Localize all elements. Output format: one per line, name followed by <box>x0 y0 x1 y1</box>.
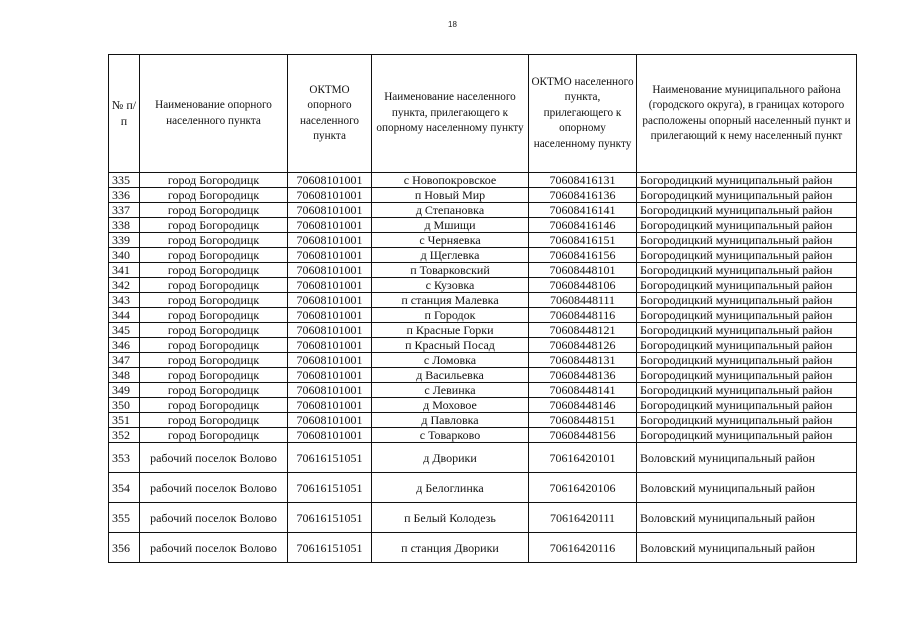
municipal-district-cell: Богородицкий муниципальный район <box>637 233 857 248</box>
header-number <box>109 55 140 173</box>
table-row <box>109 413 857 428</box>
header-core-oktmo-label: ОКТМО опорного населенного пункта <box>299 83 360 142</box>
core-settlement-cell: рабочий поселок Волово <box>140 473 288 503</box>
core-oktmo-cell: 70608101001 <box>288 263 372 278</box>
adjacent-oktmo-cell: 70616420116 <box>529 533 637 563</box>
page-number: 18 <box>448 20 457 29</box>
core-oktmo-cell: 70608101001 <box>288 398 372 413</box>
row-number-cell: 337 <box>109 203 140 218</box>
municipal-district-cell: Богородицкий муниципальный район <box>637 263 857 278</box>
table-row <box>109 503 857 533</box>
table-row <box>109 263 857 278</box>
header-adjacent-oktmo-label: ОКТМО населенного пункта, прилегающего к опорному населенному пункту <box>531 75 634 150</box>
municipal-district-cell: Богородицкий муниципальный район <box>637 323 857 338</box>
adjacent-oktmo-cell: 70608448131 <box>529 353 637 368</box>
core-oktmo-cell: 70608101001 <box>288 218 372 233</box>
core-oktmo-cell: 70608101001 <box>288 233 372 248</box>
core-oktmo-cell: 70608101001 <box>288 188 372 203</box>
adjacent-settlement-cell: с Ломовка <box>372 353 529 368</box>
municipal-district-cell: Богородицкий муниципальный район <box>637 173 857 188</box>
header-core-settlement-label: Наименование опорного населенного пункта <box>155 99 272 127</box>
row-number-cell: 350 <box>109 398 140 413</box>
adjacent-oktmo-cell: 70608448146 <box>529 398 637 413</box>
core-settlement-cell: город Богородицк <box>140 383 288 398</box>
adjacent-oktmo-cell: 70616420111 <box>529 503 637 533</box>
municipal-district-cell: Воловский муниципальный район <box>637 443 857 473</box>
adjacent-settlement-cell: д Белоглинка <box>372 473 529 503</box>
table-row <box>109 398 857 413</box>
row-number-cell: 335 <box>109 173 140 188</box>
adjacent-settlement-cell: п станция Дворики <box>372 533 529 563</box>
adjacent-oktmo-cell: 70608448111 <box>529 293 637 308</box>
core-settlement-cell: город Богородицк <box>140 293 288 308</box>
municipal-district-cell: Богородицкий муниципальный район <box>637 338 857 353</box>
core-settlement-cell: город Богородицк <box>140 278 288 293</box>
core-settlement-cell: город Богородицк <box>140 218 288 233</box>
municipal-district-cell: Богородицкий муниципальный район <box>637 308 857 323</box>
row-number-cell: 344 <box>109 308 140 323</box>
core-settlement-cell: город Богородицк <box>140 188 288 203</box>
adjacent-oktmo-cell: 70616420106 <box>529 473 637 503</box>
adjacent-settlement-cell: п Красный Посад <box>372 338 529 353</box>
row-number-cell: 342 <box>109 278 140 293</box>
row-number-cell: 338 <box>109 218 140 233</box>
adjacent-settlement-cell: д Моховое <box>372 398 529 413</box>
municipal-district-cell: Богородицкий муниципальный район <box>637 353 857 368</box>
header-core-settlement <box>140 55 288 173</box>
core-settlement-cell: город Богородицк <box>140 248 288 263</box>
adjacent-settlement-cell: с Кузовка <box>372 278 529 293</box>
table-row <box>109 188 857 203</box>
core-settlement-cell: город Богородицк <box>140 263 288 278</box>
core-settlement-cell: город Богородицк <box>140 398 288 413</box>
table-row <box>109 248 857 263</box>
core-oktmo-cell: 70608101001 <box>288 308 372 323</box>
municipal-district-cell: Богородицкий муниципальный район <box>637 383 857 398</box>
table-row <box>109 353 857 368</box>
row-number-cell: 343 <box>109 293 140 308</box>
header-adjacent-settlement-label: Наименование населенного пункта, прилегающего к опорному населенному пункту <box>376 91 524 135</box>
core-oktmo-cell: 70608101001 <box>288 338 372 353</box>
table-row <box>109 443 857 473</box>
table-row <box>109 323 857 338</box>
municipal-district-cell: Богородицкий муниципальный район <box>637 293 857 308</box>
adjacent-settlement-cell: с Товарково <box>372 428 529 443</box>
core-oktmo-cell: 70608101001 <box>288 428 372 443</box>
adjacent-oktmo-cell: 70616420101 <box>529 443 637 473</box>
municipal-district-cell: Богородицкий муниципальный район <box>637 248 857 263</box>
adjacent-settlement-cell: п Городок <box>372 308 529 323</box>
core-oktmo-cell: 70608101001 <box>288 173 372 188</box>
table-row <box>109 338 857 353</box>
core-settlement-cell: город Богородицк <box>140 338 288 353</box>
row-number-cell: 339 <box>109 233 140 248</box>
header-adjacent-oktmo <box>529 55 637 173</box>
municipal-district-cell: Богородицкий муниципальный район <box>637 218 857 233</box>
core-oktmo-cell: 70608101001 <box>288 368 372 383</box>
table-row <box>109 173 857 188</box>
adjacent-oktmo-cell: 70608416151 <box>529 233 637 248</box>
row-number-cell: 351 <box>109 413 140 428</box>
table-row <box>109 233 857 248</box>
header-number-label: № п/п <box>111 98 137 128</box>
table-row <box>109 218 857 233</box>
core-oktmo-cell: 70616151051 <box>288 473 372 503</box>
row-number-cell: 349 <box>109 383 140 398</box>
header-municipal-district-label: Наименование муниципального района (городского округа), в границах которого расположены опорный населенный пункт и прилегающий к нему населенный пункт <box>642 83 851 142</box>
core-oktmo-cell: 70616151051 <box>288 503 372 533</box>
core-settlement-cell: город Богородицк <box>140 308 288 323</box>
adjacent-oktmo-cell: 70608448126 <box>529 338 637 353</box>
adjacent-oktmo-cell: 70608448106 <box>529 278 637 293</box>
table-header-row <box>109 55 857 173</box>
adjacent-settlement-cell: д Степановка <box>372 203 529 218</box>
municipal-district-cell: Богородицкий муниципальный район <box>637 203 857 218</box>
municipal-district-cell: Богородицкий муниципальный район <box>637 413 857 428</box>
adjacent-oktmo-cell: 70608448101 <box>529 263 637 278</box>
core-settlement-cell: рабочий поселок Волово <box>140 503 288 533</box>
adjacent-oktmo-cell: 70608416156 <box>529 248 637 263</box>
adjacent-oktmo-cell: 70608448121 <box>529 323 637 338</box>
row-number-cell: 356 <box>109 533 140 563</box>
settlements-table <box>108 54 857 563</box>
municipal-district-cell: Богородицкий муниципальный район <box>637 188 857 203</box>
row-number-cell: 354 <box>109 473 140 503</box>
table-row <box>109 278 857 293</box>
header-core-oktmo <box>288 55 372 173</box>
adjacent-oktmo-cell: 70608448116 <box>529 308 637 323</box>
row-number-cell: 341 <box>109 263 140 278</box>
adjacent-oktmo-cell: 70608448151 <box>529 413 637 428</box>
adjacent-oktmo-cell: 70608448136 <box>529 368 637 383</box>
adjacent-oktmo-cell: 70608416141 <box>529 203 637 218</box>
municipal-district-cell: Богородицкий муниципальный район <box>637 428 857 443</box>
core-settlement-cell: город Богородицк <box>140 428 288 443</box>
adjacent-settlement-cell: п Товарковский <box>372 263 529 278</box>
core-oktmo-cell: 70616151051 <box>288 443 372 473</box>
adjacent-settlement-cell: с Левинка <box>372 383 529 398</box>
row-number-cell: 336 <box>109 188 140 203</box>
row-number-cell: 353 <box>109 443 140 473</box>
adjacent-settlement-cell: с Новопокровское <box>372 173 529 188</box>
row-number-cell: 352 <box>109 428 140 443</box>
municipal-district-cell: Богородицкий муниципальный район <box>637 368 857 383</box>
municipal-district-cell: Воловский муниципальный район <box>637 533 857 563</box>
core-settlement-cell: город Богородицк <box>140 203 288 218</box>
header-adjacent-settlement <box>372 55 529 173</box>
table-row <box>109 533 857 563</box>
core-oktmo-cell: 70608101001 <box>288 293 372 308</box>
adjacent-oktmo-cell: 70608416131 <box>529 173 637 188</box>
header-municipal-district <box>637 55 857 173</box>
table-row <box>109 428 857 443</box>
adjacent-settlement-cell: п Новый Мир <box>372 188 529 203</box>
table-row <box>109 293 857 308</box>
core-settlement-cell: город Богородицк <box>140 353 288 368</box>
adjacent-oktmo-cell: 70608448141 <box>529 383 637 398</box>
municipal-district-cell: Богородицкий муниципальный район <box>637 278 857 293</box>
core-oktmo-cell: 70608101001 <box>288 413 372 428</box>
row-number-cell: 347 <box>109 353 140 368</box>
row-number-cell: 348 <box>109 368 140 383</box>
adjacent-settlement-cell: с Черняевка <box>372 233 529 248</box>
core-oktmo-cell: 70608101001 <box>288 203 372 218</box>
adjacent-settlement-cell: д Мшищи <box>372 218 529 233</box>
core-oktmo-cell: 70608101001 <box>288 323 372 338</box>
row-number-cell: 345 <box>109 323 140 338</box>
table-row <box>109 368 857 383</box>
municipal-district-cell: Воловский муниципальный район <box>637 473 857 503</box>
core-oktmo-cell: 70608101001 <box>288 353 372 368</box>
adjacent-oktmo-cell: 70608416146 <box>529 218 637 233</box>
table-row <box>109 203 857 218</box>
core-oktmo-cell: 70608101001 <box>288 278 372 293</box>
adjacent-settlement-cell: д Павловка <box>372 413 529 428</box>
core-oktmo-cell: 70608101001 <box>288 248 372 263</box>
row-number-cell: 346 <box>109 338 140 353</box>
core-settlement-cell: город Богородицк <box>140 413 288 428</box>
adjacent-settlement-cell: п Красные Горки <box>372 323 529 338</box>
table-row <box>109 473 857 503</box>
core-settlement-cell: город Богородицк <box>140 368 288 383</box>
core-settlement-cell: город Богородицк <box>140 323 288 338</box>
core-oktmo-cell: 70616151051 <box>288 533 372 563</box>
municipal-district-cell: Богородицкий муниципальный район <box>637 398 857 413</box>
adjacent-oktmo-cell: 70608416136 <box>529 188 637 203</box>
municipal-district-cell: Воловский муниципальный район <box>637 503 857 533</box>
adjacent-settlement-cell: п станция Малевка <box>372 293 529 308</box>
adjacent-settlement-cell: д Щеглевка <box>372 248 529 263</box>
table-row <box>109 308 857 323</box>
adjacent-oktmo-cell: 70608448156 <box>529 428 637 443</box>
row-number-cell: 355 <box>109 503 140 533</box>
core-settlement-cell: город Богородицк <box>140 173 288 188</box>
adjacent-settlement-cell: п Белый Колодезь <box>372 503 529 533</box>
table-row <box>109 383 857 398</box>
core-settlement-cell: рабочий поселок Волово <box>140 533 288 563</box>
core-settlement-cell: город Богородицк <box>140 233 288 248</box>
core-oktmo-cell: 70608101001 <box>288 383 372 398</box>
core-settlement-cell: рабочий поселок Волово <box>140 443 288 473</box>
adjacent-settlement-cell: д Дворики <box>372 443 529 473</box>
adjacent-settlement-cell: д Васильевка <box>372 368 529 383</box>
row-number-cell: 340 <box>109 248 140 263</box>
